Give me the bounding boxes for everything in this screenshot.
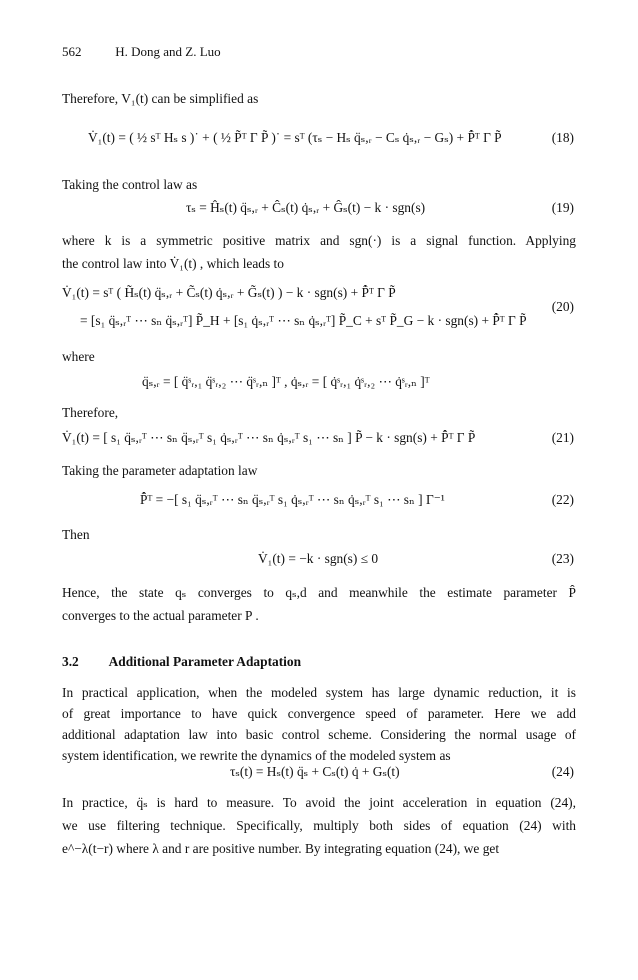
equation-24-number: (24) (551, 764, 574, 779)
equation-where-body: q̈ₛ,ᵣ = [ q̈ˢᵣ,₁ q̈ˢᵣ,₂ ⋯ q̈ˢᵣ,ₙ ]ᵀ , q̇ₛ,ᵣ = [ q̇ˢᵣ,₁ q̇ˢᵣ,₂ ⋯ q̇ˢᵣ,ₙ ]ᵀ (142, 374, 430, 389)
equation-20-line2: = [s₁ q̈ₛ,ᵣᵀ ⋯ sₙ q̈ₛ,ᵣᵀ] P̃_H + [s₁ q̇ₛ,ᵣᵀ ⋯ sₙ q̇ₛ,ᵣᵀ] P̃_C + sᵀ P̃_G − k · sgn(s) + P̂̇ᵀ Γ P̃ (80, 313, 527, 328)
running-authors: H. Dong and Z. Luo (115, 44, 221, 59)
paragraph-1-line1: In practical application, when the modeled system has large dynamic reduction, it is (62, 685, 576, 700)
text-hence-line2: converges to the actual parameter P . (62, 608, 259, 623)
equation-18-body: V̇₁(t) = ( ½ sᵀ Hₛ s )˙ + ( ½ P̃ᵀ Γ P̃ )˙ = sᵀ (τₛ − Hₛ q̈ₛ,ᵣ − Cₛ q̇ₛ,ᵣ − Gₛ) + P̂̇ᵀ Γ P̃ (88, 130, 502, 145)
page-number: 562 (62, 44, 82, 59)
equation-21-number: (21) (551, 430, 574, 445)
equation-20-number: (20) (551, 299, 574, 314)
text-therefore-simplified: Therefore, V₁(t) can be simplified as (62, 91, 259, 106)
paragraph-2-line1: In practice, q̈ₛ is hard to measure. To avoid the joint acceleration in equation (24), (62, 795, 576, 810)
paragraph-1-line3: additional adaptation law into basic control scheme. Considering the normal usage of (62, 727, 576, 742)
text-where-k-line1: where k is a symmetric positive matrix and sgn(·) is a signal function. Applying (62, 233, 576, 248)
equation-23 (62, 551, 576, 575)
text-taking-control-law: Taking the control law as (62, 177, 198, 192)
running-header (62, 44, 221, 60)
equation-18-number: (18) (551, 130, 574, 145)
text-therefore: Therefore, (62, 405, 119, 420)
section-number: 3.2 (62, 654, 79, 669)
paragraph-1-line4: system identification, we rewrite the dynamics of the modeled system as (62, 748, 451, 763)
equation-22-number: (22) (551, 492, 574, 507)
equation-24-body: τₛ(t) = Hₛ(t) q̈ₛ + Cₛ(t) q̇ + Gₛ(t) (230, 764, 400, 779)
paragraph-2-line3: e^−λ(t−r) where λ and r are positive number. By integrating equation (24), we get (62, 841, 500, 856)
section-heading (62, 654, 301, 670)
equation-where-definitions (62, 374, 576, 398)
equation-21-body: V̇₁(t) = [ s₁ q̈ₛ,ᵣᵀ ⋯ sₙ q̈ₛ,ᵣᵀ s₁ q̇ₛ,ᵣᵀ ⋯ sₙ q̇ₛ,ᵣᵀ s₁ ⋯ sₙ ] P̃ − k · sgn(s) + P̂̇ᵀ Γ P̃ (62, 430, 476, 445)
equation-21 (62, 430, 576, 454)
equation-23-body: V̇₁(t) = −k · sgn(s) ≤ 0 (258, 551, 379, 566)
text-hence-line1: Hence, the state qₛ converges to qₛ,d and meanwhile the estimate parameter P̂ (62, 585, 576, 600)
paragraph-1-line2: of great importance to have quick convergence speed of parameter. Here we add (62, 706, 576, 721)
text-where: where (62, 349, 95, 364)
paragraph-2-line2: we use filtering technique. Specifically, multiply both sides of equation (24) with (62, 818, 576, 833)
equation-23-number: (23) (551, 551, 574, 566)
equation-22-body: P̂̇ᵀ = −[ s₁ q̈ₛ,ᵣᵀ ⋯ sₙ q̈ₛ,ᵣᵀ s₁ q̇ₛ,ᵣᵀ ⋯ sₙ q̇ₛ,ᵣᵀ s₁ ⋯ sₙ ] Γ⁻¹ (140, 492, 445, 507)
equation-19 (62, 200, 576, 224)
equation-18 (62, 130, 576, 154)
equation-20 (62, 285, 576, 337)
equation-20-line1: V̇₁(t) = sᵀ ( H̃ₛ(t) q̈ₛ,ᵣ + C̃ₛ(t) q̇ₛ,ᵣ + G̃ₛ(t) ) − k · sgn(s) + P̂̇ᵀ Γ P̃ (62, 285, 396, 300)
text-where-k-line2: the control law into V̇₁(t) , which leads to (62, 256, 284, 271)
equation-19-body: τₛ = Ĥₛ(t) q̈ₛ,ᵣ + Ĉₛ(t) q̇ₛ,ᵣ + Ĝₛ(t) − k · sgn(s) (186, 200, 426, 215)
section-title: Additional Parameter Adaptation (108, 654, 302, 669)
text-parameter-adaptation: Taking the parameter adaptation law (62, 463, 258, 478)
equation-24 (62, 764, 576, 788)
equation-19-number: (19) (551, 200, 574, 215)
text-then: Then (62, 527, 90, 542)
equation-22 (62, 492, 576, 516)
